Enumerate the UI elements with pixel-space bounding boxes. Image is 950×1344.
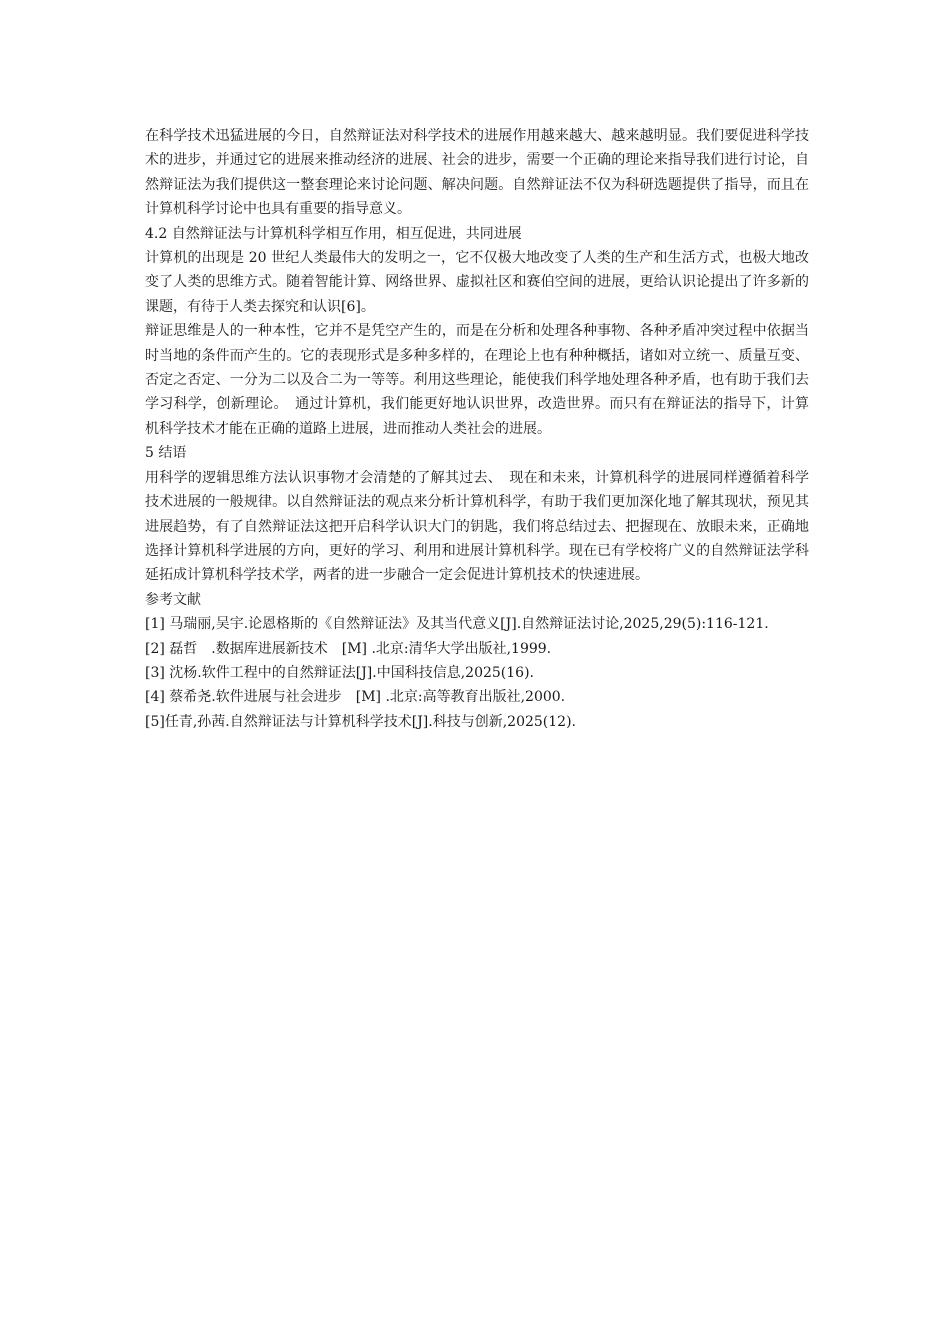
document-page — [145, 124, 809, 734]
section-heading-5: 5 结语 — [145, 445, 187, 462]
section-heading-4-2: 4.2 自然辩证法与计算机科学相互作用，相互促进，共同进展 — [145, 225, 522, 242]
reference-item: [2] 磊哲 .数据库进展新技术 [M] .北京:清华大学出版社,1999. — [145, 640, 552, 657]
references-list — [145, 612, 809, 734]
reference-item: [1] 马瑞丽,吴宇.论恩格斯的《自然辩证法》及其当代意义[J].自然辩证法讨论,2025,29(5):116-121. — [145, 616, 769, 633]
reference-item: [4] 蔡希尧.软件进展与社会进步 [M] .北京:高等教育出版社,2000. — [145, 689, 566, 706]
section-4-2-paragraph: 计算机的出现是 20 世纪人类最伟大的发明之一，它不仅极大地改变了人类的生产和生活方式，也极大地改变了人类的思维方式。随着智能计算、网络世界、虚拟社区和赛伯空间的进展，更给认识论提出了许多新的课题，有待于人类去探究和认识[6]。 — [145, 250, 809, 315]
conclusion-paragraph: 用科学的逻辑思维方法认识事物才会清楚的了解其过去、 现在和未来，计算机科学的进展同样遵循着科学技术进展的一般规律。以自然辩证法的观点来分析计算机科学，有助于我们更加深化地了解其现状，预见其进展趋势，有了自然辩证法这把开启科学认识大门的钥匙，我们将总结过去、把握现在、放眼未来，正确地选择计算机科学进展的方向，更好的学习、利用和进展计算机科学。现在已有学校将广义的自然辩证法学科延拓成计算机科学技术学，两者的进一步融合一定会促进计算机技术的快速进展。 — [145, 469, 809, 584]
intro-paragraph: 在科学技术迅猛进展的今日，自然辩证法对科学技术的进展作用越来越大、越来越明显。我们要促进科学技术的进步，并通过它的进展来推动经济的进展、社会的进步，需要一个正确的理论来指导我们进行讨论，自然辩证法为我们提供这一整套理论来讨论问题、解决问题。自然辩证法不仅为科研选题提供了指导，而且在计算机科学讨论中也具有重要的指导意义。 — [145, 128, 809, 218]
references-heading: 参考文献 — [145, 591, 201, 608]
reference-item: [5]任青,孙茜.自然辩证法与计算机科学技术[J].科技与创新,2025(12). — [145, 713, 576, 730]
reference-item: [3] 沈杨.软件工程中的自然辩证法[J].中国科技信息,2025(16). — [145, 664, 534, 681]
section-4-2-paragraph: 辩证思维是人的一种本性，它并不是凭空产生的，而是在分析和处理各种事物、各种矛盾冲突过程中依据当时当地的条件而产生的。它的表现形式是多种多样的，在理论上也有种种概括，诸如对立统一、质量互变、否定之否定、一分为二以及合二为一等等。利用这些理论，能使我们科学地处理各种矛盾，也有助于我们去学习科学，创新理论。 通过计算机，我们能更好地认识世界，改造世界。而只有在辩证法的指导下，计算机科学技术才能在正确的道路上进展，进而推动人类社会的进展。 — [145, 323, 809, 437]
